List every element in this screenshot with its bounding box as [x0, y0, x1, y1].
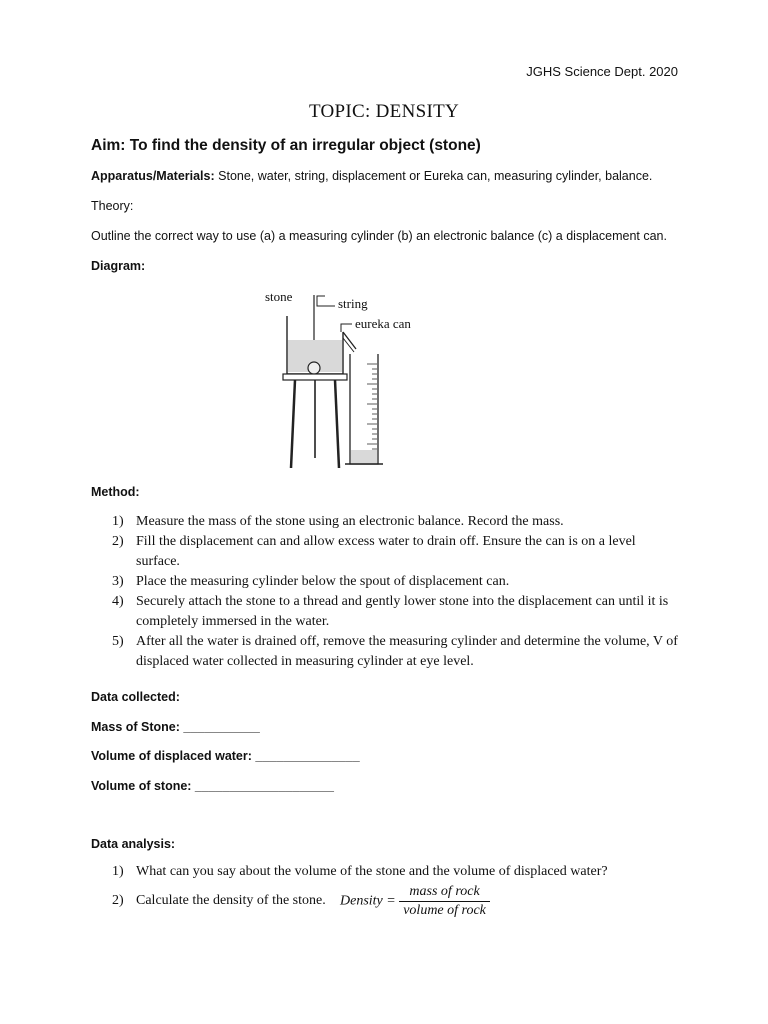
apparatus-line [91, 169, 652, 183]
formula-fraction [399, 884, 490, 919]
method-step: 4) Securely attach the stone to a thread and gently lower stone into the displacement can until it is completely immersed in the water. [112, 594, 669, 629]
cylinder-scale [367, 364, 377, 449]
string-pointer [317, 296, 335, 306]
method-step: 3) Place the measuring cylinder below the spout of displacement can. [112, 574, 510, 589]
header-dept: JGHS Science Dept. 2020 [526, 64, 678, 79]
diagram-label-stone: stone [265, 289, 293, 304]
data-collected-label: Data collected: [91, 690, 180, 704]
volume-of-stone-field: Volume of stone: ____________________ [91, 779, 334, 793]
theory-label: Theory: [91, 199, 134, 213]
method-step: 2) Fill the displacement can and allow excess water to drain off. Ensure the can is on a level surface. [112, 534, 636, 569]
method-list [112, 512, 682, 672]
diagram-label-eureka-can: eureka can [355, 316, 411, 331]
apparatus-diagram [255, 282, 455, 474]
method-label: Method: [91, 485, 140, 499]
aim-heading: Aim: To find the density of an irregular object (stone) [91, 137, 481, 154]
stone-shape [308, 362, 320, 374]
method-step: 5) After all the water is drained off, remove the measuring cylinder and determine the volume, V of displaced water collected in measuring cylinder at eye level. [112, 634, 678, 669]
analysis-question-1: 1) What can you say about the volume of the stone and the volume of displaced water? [112, 864, 608, 879]
outline-text: Outline the correct way to use (a) a measuring cylinder (b) an electronic balance (c) a displacement can. [91, 229, 667, 243]
analysis-question-2: 2) Calculate the density of the stone. [112, 893, 326, 908]
stand-leg-right [335, 380, 339, 468]
formula-lhs: Density = [340, 893, 396, 909]
diagram-label: Diagram: [91, 259, 146, 273]
volume-displaced-water-field: Volume of displaced water: _______________ [91, 749, 360, 763]
density-formula [340, 884, 490, 919]
stand-leg-left [291, 380, 295, 468]
data-analysis-label: Data analysis: [91, 837, 176, 851]
formula-denominator: volume of rock [403, 903, 486, 918]
cylinder-water [351, 450, 377, 463]
stand-top [283, 374, 347, 380]
page-title: TOPIC: DENSITY [308, 101, 460, 122]
method-step: 1) Measure the mass of the stone using an electronic balance. Record the mass. [112, 514, 564, 529]
apparatus-label: Apparatus/Materials: [91, 169, 215, 183]
diagram-label-string: string [338, 296, 368, 311]
formula-numerator: mass of rock [399, 884, 490, 902]
mass-of-stone-field: Mass of Stone: ___________ [91, 720, 260, 734]
can-pointer [341, 324, 352, 332]
apparatus-text: Stone, water, string, displacement or Eureka can, measuring cylinder, balance. [214, 169, 653, 183]
